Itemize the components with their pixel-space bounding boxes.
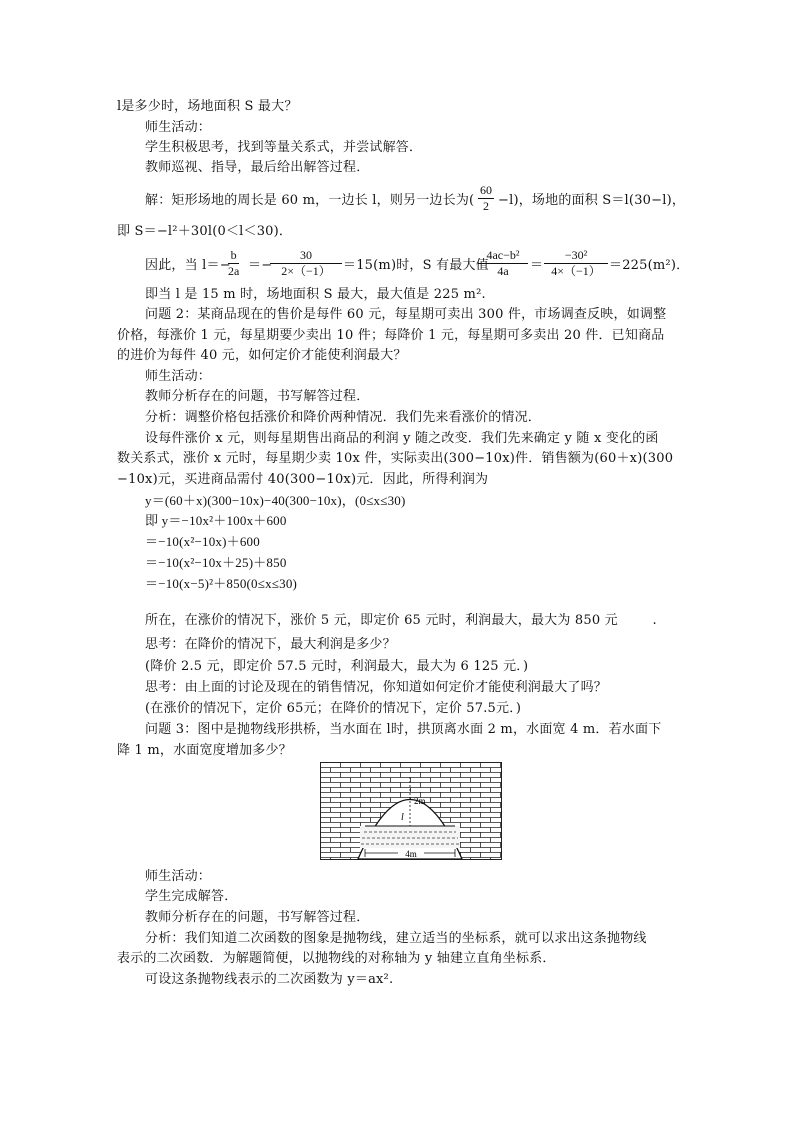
text-line: 师生活动： xyxy=(145,869,212,884)
text-line: 设每件涨价 x 元，则每星期售出商品的利润 y 随之改变．我们先来确定 y 随 x 变化的函 xyxy=(145,431,659,446)
fraction-numerator: −30² xyxy=(544,248,608,264)
text-line: −10x)元，买进商品需付 40(300−10x)元．因此，所得利润为 xyxy=(117,472,489,487)
fraction-denominator: 4a xyxy=(497,264,509,278)
text-line: 学生积极思考，找到等量关系式，并尝试解答． xyxy=(145,140,423,155)
fraction-denominator: 2×（−1） xyxy=(281,264,331,278)
equation-line: ＝−10(x²−10x)＋600 xyxy=(145,534,260,549)
fraction-vertex-formula xyxy=(478,248,528,279)
text-line: 问题 2：某商品现在的售价是每件 60 元，每星期可卖出 300 件，市场调查反映，如调整 xyxy=(145,307,667,322)
text-line: 教师巡视、指导，最后给出解答过程． xyxy=(145,160,370,175)
arch-bridge-figure xyxy=(320,762,502,860)
fraction-denominator: 2 xyxy=(483,199,489,213)
fraction-30-over-2x-1 xyxy=(270,248,342,279)
text-line: 价格，每涨价 1 元，每星期要少卖出 10 件；每降价 1 元，每星期可多卖出 20 件．已知商品 xyxy=(117,328,665,343)
fraction-b-over-2a xyxy=(228,248,239,279)
text-line: 思考：由上面的讨论及现在的销售情况，你知道如何定价才能使利润最大了吗？ xyxy=(145,680,608,695)
text-line: 降 1 m，水面宽度增加多少？ xyxy=(117,743,292,758)
text-line-part: −l)，场地的面积 S＝l(30−l)， xyxy=(498,193,686,208)
equation-line: y＝(60＋x)(300−10x)−40(300−10x)，(0≤x≤30) xyxy=(145,493,406,508)
text-line-part: 因此，当 l＝− xyxy=(145,258,231,273)
equation-line: 即 y＝−10x²＋100x＋600 xyxy=(145,513,287,528)
text-line: 思考：在降价的情况下，最大利润是多少？ xyxy=(145,637,396,652)
height-label: 2m xyxy=(414,796,426,806)
text-line: 即当 l 是 15 m 时，场地面积 S 最大，最大值是 225 m². xyxy=(145,287,486,302)
fraction-denominator: 4×（−1） xyxy=(551,264,601,278)
text-line: 可设这条抛物线表示的二次函数为 y＝ax². xyxy=(145,972,394,987)
water-area xyxy=(360,826,460,848)
fraction-denominator: 2a xyxy=(228,264,240,278)
fraction-numerator: b xyxy=(228,248,239,264)
equation-line: ＝−10(x−5)²＋850(0≤x≤30) xyxy=(145,576,298,591)
fraction-numerator: 30 xyxy=(270,248,342,264)
text-line: 所在，在涨价的情况下，涨价 5 元，即定价 65 元时，利润最大，最大为 850 元 . xyxy=(145,613,657,628)
text-line: 教师分析存在的问题，书写解答过程． xyxy=(145,389,370,404)
text-line: 教师分析存在的问题，书写解答过程． xyxy=(145,910,370,925)
fraction-30sq-over-4x-1 xyxy=(544,248,608,279)
text-line: (在涨价的情况下，定价 65元；在降价的情况下，定价 57.5元．) xyxy=(145,701,522,716)
fraction-numerator: 60 xyxy=(480,183,492,197)
text-line: 问题 3：图中是抛物线形拱桥，当水面在 l时，拱顶离水面 2 m，水面宽 4 m．若水面下 xyxy=(145,722,662,737)
text-line: 分析：我们知道二次函数的图象是抛物线，建立适当的坐标系，就可以求出这条抛物线 xyxy=(145,931,647,946)
text-line-part: 解：矩形场地的周长是 60 m，一边长 l，则另一边长为( xyxy=(145,193,475,208)
text-line: 师生活动： xyxy=(145,120,212,135)
fraction-numerator: 4ac−b² xyxy=(478,248,528,264)
text-line: 表示的二次函数．为解题简便，以抛物线的对称轴为 y 轴建立直角坐标系． xyxy=(117,951,556,966)
equation-line: ＝−10(x²−10x＋25)＋850 xyxy=(145,555,287,570)
text-line: 即 S＝−l²＋30l(0＜l＜30)． xyxy=(117,224,293,239)
text-line-part: ＝− xyxy=(248,258,273,273)
fraction-60-over-2 xyxy=(478,183,494,214)
text-line-part: ＝225(m²)． xyxy=(609,258,690,273)
width-label: 4m xyxy=(405,849,417,859)
water-level-label: l xyxy=(401,812,404,823)
text-line: 数关系式，涨价 x 元时，每星期少卖 10x 件，实际卖出(300−10x)件．销售额为(60＋x)(300 xyxy=(117,451,674,466)
text-line: 学生完成解答． xyxy=(145,889,238,904)
text-line: (降价 2.5 元，即定价 57.5 元时，利润最大，最大为 6 125 元．) xyxy=(145,659,529,674)
text-line: 分析：调整价格包括涨价和降价两种情况．我们先来看涨价的情况． xyxy=(145,410,542,425)
text-line: l是多少时，场地面积 S 最大？ xyxy=(117,99,298,114)
text-line: 的进价为每件 40 元，如何定价才能使利润最大？ xyxy=(117,348,407,363)
text-line: 师生活动： xyxy=(145,369,212,384)
text-line-part: ＝ xyxy=(530,258,544,273)
text-line-part: ＝15(m)时，S 有最大值 xyxy=(343,258,489,273)
